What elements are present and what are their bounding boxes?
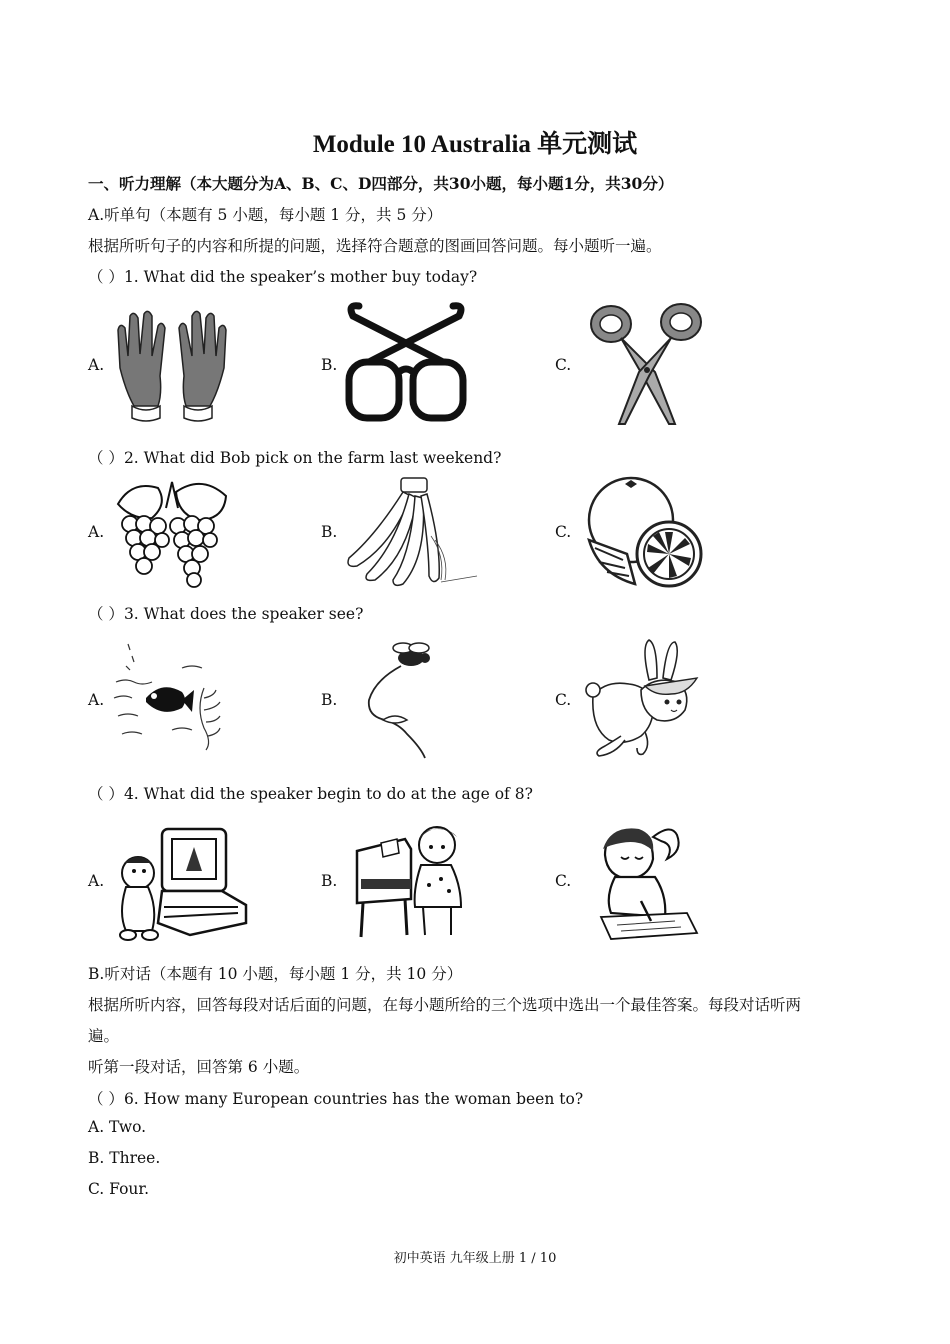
fish-icon [112,638,228,754]
partB-instruction-line2: 遍。 [88,1027,120,1045]
question-text: 4. What did the speaker begin to do at the age of 8? [123,785,533,803]
partB-instruction-line1: 根据所听内容，回答每段对话后面的问题，在每小题所给的三个选项中选出一个最佳答案。每段对话听两 [88,996,802,1014]
question-3-options [88,634,888,774]
question-1-options [88,298,888,438]
option-label: C. [555,356,572,374]
rabbit-icon [585,636,709,760]
dialog1-heading: 听第一段对话，回答第 6 小题。 [88,1058,310,1076]
option-label: B. [321,691,338,709]
section1-heading: 一、听力理解（本大题分为A、B、C、D四部分，共30小题，每小题1分，共30分） [88,174,674,193]
scissors-icon [589,300,705,428]
glasses-icon [343,300,469,426]
option-label: C. [555,691,572,709]
gloves-icon [112,306,232,426]
q6-choice-c: C. Four. [88,1180,150,1198]
question-text: 1. What did the speaker’s mother buy today? [123,268,478,286]
answer-blank: （ ） [88,785,124,803]
answer-blank: （ ） [88,268,124,286]
q6-choice-a: A. Two. [88,1118,147,1136]
question-6 [88,1087,583,1109]
question-2 [88,446,501,468]
partB-heading: B.听对话（本题有 10 小题，每小题 1 分，共 10 分） [88,965,463,983]
question-text: 6. How many European countries has the woman been to? [123,1090,584,1108]
q6-choice-b: B. Three. [88,1149,161,1167]
playing-piano-icon [351,819,471,943]
question-4-options [88,815,888,955]
question-3 [88,602,363,624]
answer-blank: （ ） [88,605,124,623]
question-1 [88,265,477,287]
watching-tv-icon [118,823,248,945]
question-text: 2. What did Bob pick on the farm last weekend? [123,449,502,467]
partA-instruction: 根据所听句子的内容和所提的问题，选择符合题意的图画回答问题。每小题听一遍。 [88,237,662,255]
option-label: A. [88,523,105,541]
question-4 [88,782,533,804]
option-label: C. [555,523,572,541]
option-label: C. [555,872,572,890]
option-label: B. [321,872,338,890]
option-label: A. [88,356,105,374]
writing-icon [591,821,701,941]
question-text: 3. What does the speaker see? [123,605,364,623]
option-label: B. [321,356,338,374]
option-label: A. [88,691,105,709]
oranges-icon [585,474,705,590]
answer-blank: （ ） [88,1090,124,1108]
option-label: B. [321,523,338,541]
answer-blank: （ ） [88,449,124,467]
fly-icon [365,640,485,760]
question-2-options [88,474,888,614]
option-label: A. [88,872,105,890]
page-footer: 初中英语 九年级上册 1 / 10 [393,1251,557,1266]
partA-heading: A.听单句（本题有 5 小题，每小题 1 分，共 5 分） [88,206,443,224]
page-title: Module 10 Australia 单元测试 [312,131,638,158]
grapes-icon [112,474,236,590]
bananas-icon [345,476,481,590]
